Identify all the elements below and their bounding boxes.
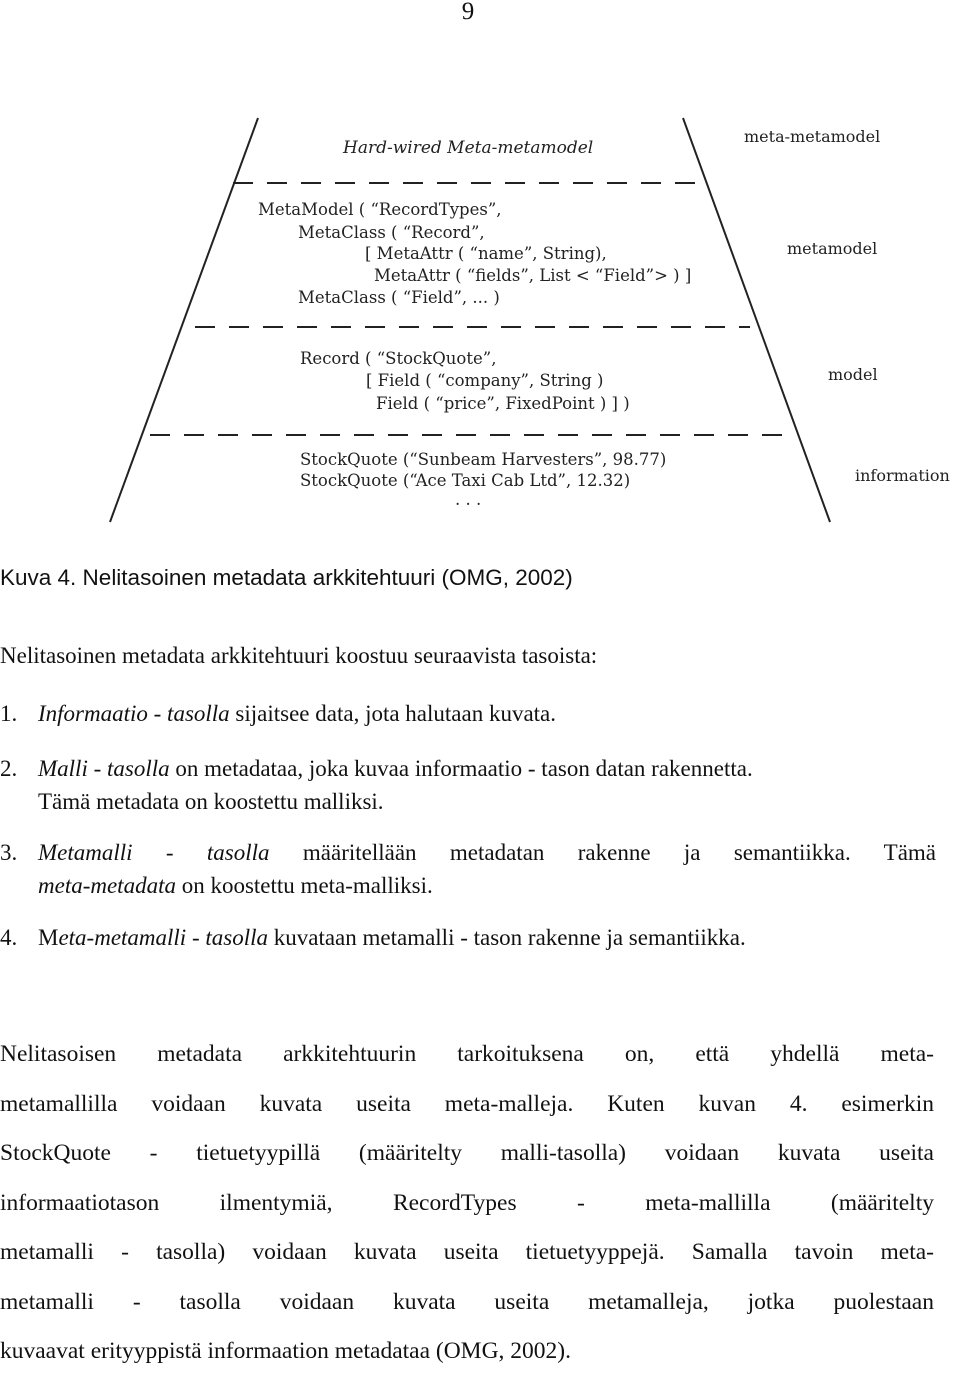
model-line: Field ( “price”, FixedPoint ) ] ) — [376, 394, 630, 413]
list-text-continued: Tämä metadata on koostettu malliksi. — [38, 789, 384, 814]
model-line: [ Field ( “company”, String ) — [366, 371, 604, 390]
list-text: määritellään metadatan rakenne ja semantiikka. Tämä — [302, 840, 937, 865]
metamodel-line: MetaClass ( “Record”, — [298, 223, 485, 242]
metamodel-line: MetaAttr ( “fields”, List < “Field”> ) ] — [374, 266, 692, 285]
paragraph-line: Nelitasoisen metadata arkkitehtuurin tarkoituksena on, että yhdellä meta- — [0, 1041, 934, 1067]
list-text: on metadataa, joka kuvaa informaatio - tason datan rakennetta. — [175, 756, 753, 781]
page-number: 9 — [461, 0, 475, 25]
list-number: 2. — [0, 756, 18, 781]
right-border-line — [683, 118, 830, 522]
list-term-lead: M — [38, 925, 59, 950]
list-number: 3. — [0, 840, 18, 865]
metamodel-line: MetaClass ( “Field”, ... ) — [298, 288, 500, 307]
paragraph-line: kuvaavat erityyppistä informaation metadataa (OMG, 2002). — [0, 1338, 571, 1364]
metamodel-line: [ MetaAttr ( “name”, String), — [365, 244, 607, 263]
model-line: Record ( “StockQuote”, — [300, 349, 497, 368]
list-item — [0, 836, 936, 902]
body-paragraph — [0, 1030, 934, 1377]
list-number: 1. — [0, 701, 18, 726]
list-item — [0, 752, 936, 818]
list-term-secondary: meta-metadata — [38, 873, 176, 898]
information-line: StockQuote (“Sunbeam Harvesters”, 98.77) — [300, 450, 667, 469]
paragraph-line: metamalli - tasolla voidaan kuvata useita metamalleja, jotka puolestaan — [0, 1288, 934, 1315]
list-term: eta-metamalli - tasolla — [58, 925, 268, 950]
label-model: model — [828, 365, 878, 384]
label-metamodel: metamodel — [787, 239, 878, 258]
figure-title: Hard-wired Meta-metamodel — [343, 138, 594, 158]
information-ellipsis: . . . — [455, 490, 482, 509]
label-meta-metamodel: meta-metamodel — [744, 127, 881, 146]
paragraph-line: metamalli - tasolla) voidaan kuvata useita tietuetyyppejä. Samalla tavoin meta- — [0, 1239, 934, 1265]
figure-caption: Kuva 4. Nelitasoinen metadata arkkitehtuuri (OMG, 2002) — [0, 565, 573, 590]
list-number: 4. — [0, 925, 18, 950]
paragraph-line: StockQuote - tietuetyypillä (määritelty malli-tasolla) voidaan kuvata useita — [0, 1140, 934, 1166]
list-term: Metamalli - tasolla — [38, 840, 270, 865]
metamodel-line: MetaModel ( “RecordTypes”, — [258, 200, 502, 219]
list-text-continued: on koostettu meta-malliksi. — [181, 873, 433, 898]
label-information: information — [855, 466, 950, 485]
list-item — [0, 921, 936, 954]
list-text: sijaitsee data, jota halutaan kuvata. — [235, 701, 557, 726]
metadata-architecture-figure — [0, 110, 960, 530]
list-term: Malli - tasolla — [38, 756, 170, 781]
list-term: Informaatio - tasolla — [38, 701, 230, 726]
information-line: StockQuote (“Ace Taxi Cab Ltd”, 12.32) — [300, 471, 631, 490]
left-border-line — [110, 118, 258, 522]
list-item — [0, 697, 936, 730]
intro-text: Nelitasoinen metadata arkkitehtuuri koostuu seuraavista tasoista: — [0, 643, 598, 668]
paragraph-line: informaatiotason ilmentymiä, RecordTypes - meta-mallilla (määritelty — [0, 1189, 934, 1216]
paragraph-line: metamallilla voidaan kuvata useita meta-malleja. Kuten kuvan 4. esimerkin — [0, 1090, 934, 1117]
list-text: kuvataan metamalli - tason rakenne ja semantiikka. — [273, 925, 746, 950]
